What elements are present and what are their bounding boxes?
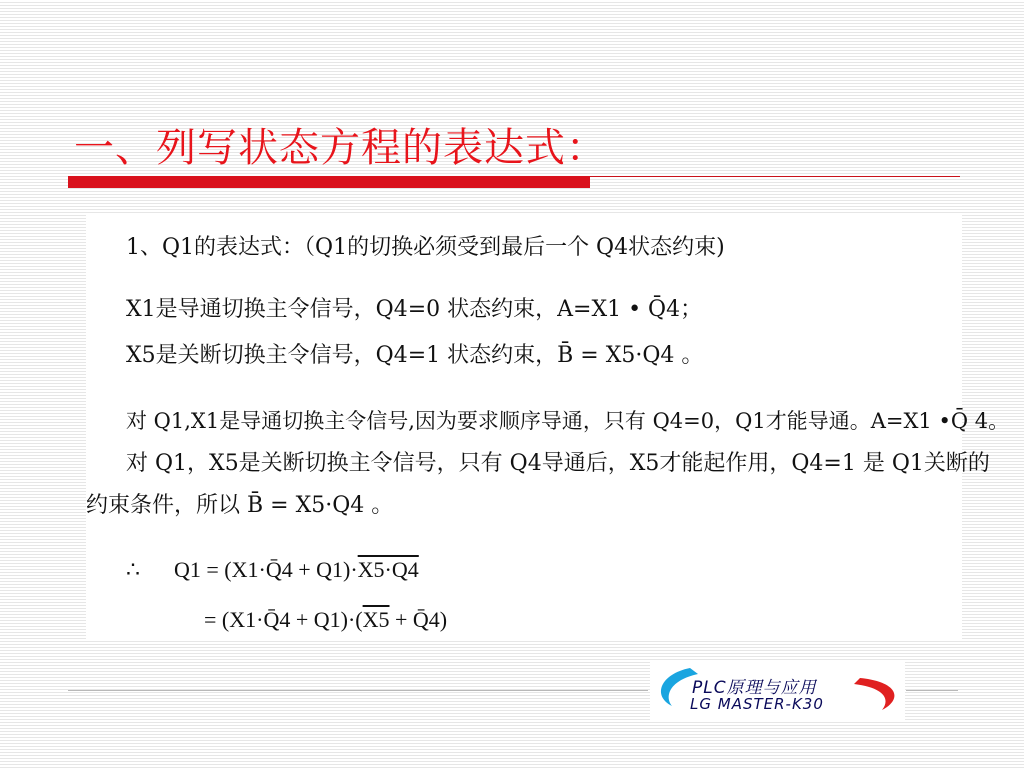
explanation-line-2: 对 Q1，X5是关断切换主令信号，只有 Q4导通后，X5才能起作用，Q4=1 是 Q1关断的 (126, 451, 990, 476)
explanation-line-3: 约束条件，所以 B̄ = X5·Q4 。 (86, 493, 394, 518)
title-underline-bar (68, 176, 590, 188)
equation-1-lhs: Q1 = (174, 557, 225, 582)
footer-rule-right (906, 690, 958, 691)
slide-title: 一、列写状态方程的表达式： (74, 125, 607, 171)
equation-2 (204, 609, 447, 631)
content-image-panel (86, 215, 1010, 640)
title-underline-rule (590, 176, 960, 177)
therefore-symbol: ∴ (126, 557, 140, 582)
equation-1-rhs-a: (X1·Q̄4 + Q1)· (224, 557, 358, 582)
q1-heading: 1、Q1的表达式：（Q1的切换必须受到最后一个 Q4状态约束) (126, 235, 725, 260)
x1-condition-line: X1是导通切换主令信号，Q4=0 状态约束，A=X1 • Q̄4； (126, 297, 703, 322)
logo-subtitle: LG MASTER-K30 (690, 695, 824, 713)
equation-1-rhs-b: X5·Q4 (357, 557, 419, 582)
equation-2-c: + Q̄4) (389, 607, 448, 632)
x5-condition-line: X5是关断切换主令信号，Q4=1 状态约束，B̄ = X5·Q4 。 (126, 343, 704, 368)
equation-2-a: = (X1·Q̄4 + Q1)·( (204, 607, 363, 632)
equation-1 (174, 559, 419, 581)
explanation-line-1: 对 Q1,X1是导通切换主令信号,因为要求顺序导通，只有 Q4=0，Q1才能导通。A=X1 •Q̄ 4。 (126, 409, 1010, 433)
logo-title: PLC原理与应用 (692, 678, 817, 698)
equation-2-b: X5 (362, 607, 390, 632)
course-logo (650, 660, 905, 720)
footer-rule-left (68, 690, 648, 691)
